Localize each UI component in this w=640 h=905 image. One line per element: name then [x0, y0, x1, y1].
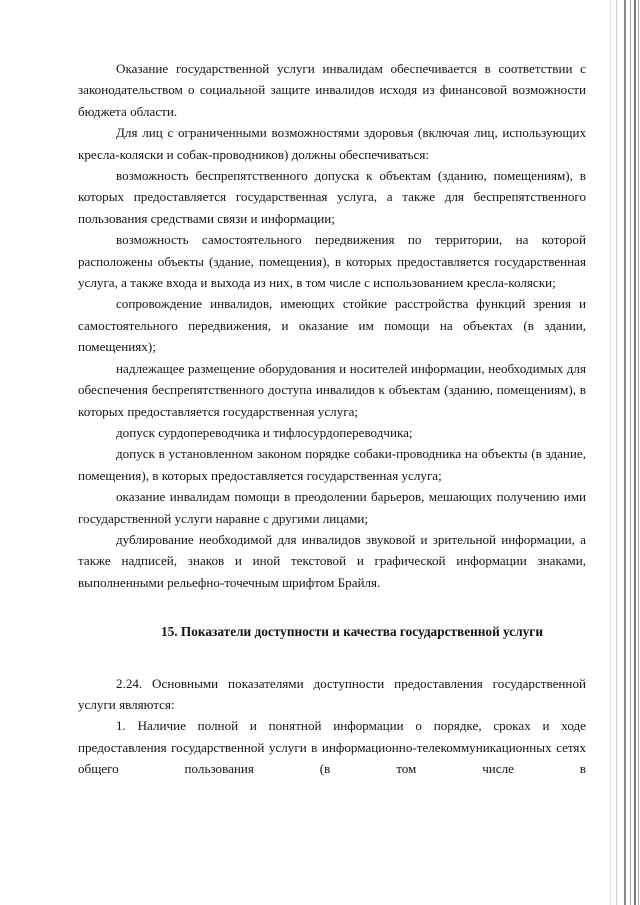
paragraph-7: допуск сурдопереводчика и тифлосурдопереводчика; [116, 424, 413, 440]
paragraph-4: возможность самостоятельного передвижения по территории, на которой расположены объекты (здание, помещения), в которых предоставляется государственная услуга, а также входа и выхода из них, в том числе с использованием кресла-коляски; [78, 232, 586, 291]
paragraph-9: оказание инвалидам помощи в преодолении барьеров, мешающих получению ими государственной услуги наравне с другими лицами; [78, 489, 586, 526]
paragraph-2: Для лиц с ограниченными возможностями здоровья (включая лиц, использующих кресла-коляски и собак-проводников) должны обеспечиваться: [78, 125, 586, 162]
paragraph-11: 2.24. Основными показателями доступности предоставления государственной услуги являются: [78, 675, 586, 712]
document-page [78, 58, 586, 780]
scan-edge-artifact [590, 0, 640, 905]
paragraph-5: сопровождение инвалидов, имеющих стойкие расстройства функций зрения и самостоятельного передвижения, и оказание им помощи на объектах (в здании, помещениях); [78, 296, 586, 355]
section-heading: 15. Показатели доступности и качества государственной услуги [160, 624, 544, 640]
paragraph-6: надлежащее размещение оборудования и носителей информации, необходимых для обеспечения беспрепятственного доступа инвалидов к объектам (зданию, помещениям), в которых предоставляется государственная услуга; [78, 360, 586, 419]
paragraph-12: 1. Наличие полной и понятной информации о порядке, сроках и ходе предоставления государственной услуги в информационно-телекоммуникационных сетях общего пользования (в том числе в [78, 718, 586, 777]
paragraph-8: допуск в установленном законом порядке собаки-проводника на объекты (в здание, помещения), в которых предоставляется государственная услуга; [78, 446, 586, 483]
paragraph-1: Оказание государственной услуги инвалидам обеспечивается в соответствии с законодательством о социальной защите инвалидов исходя из финансовой возможности бюджета области. [78, 61, 586, 119]
paragraph-10: дублирование необходимой для инвалидов звуковой и зрительной информации, а также надписей, знаков и иной текстовой и графической информации знаками, выполненными рельефно-точечным шрифтом Брайля. [78, 531, 586, 590]
paragraph-3: возможность беспрепятственного допуска к объектам (зданию, помещениям), в которых предоставляется государственная услуга, а также для беспрепятственного пользования средствами связи и информации; [78, 168, 586, 226]
